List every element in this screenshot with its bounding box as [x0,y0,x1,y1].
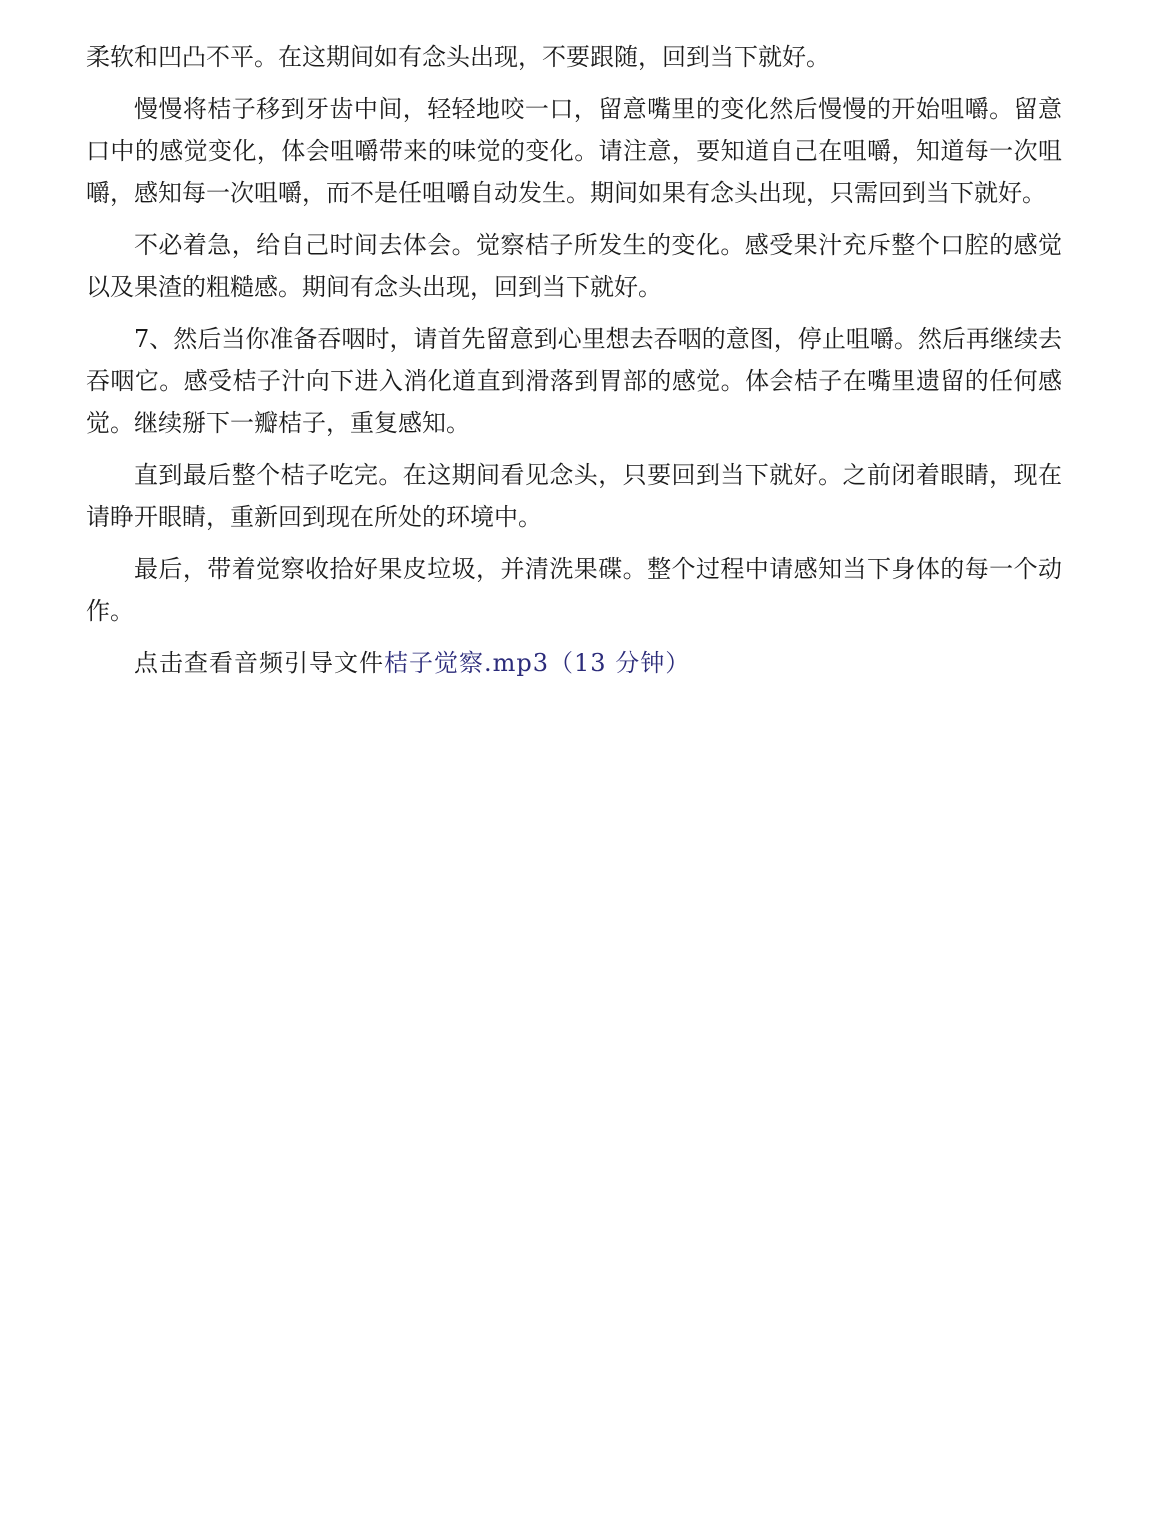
audio-duration: （13 分钟） [549,649,691,677]
paragraph-3: 不必着急，给自己时间去体会。觉察桔子所发生的变化。感受果汁充斥整个口腔的感觉以及果渣的粗糙感。期间有念头出现，回到当下就好。 [86,231,1062,301]
paragraph-2: 慢慢将桔子移到牙齿中间，轻轻地咬一口，留意嘴里的变化然后慢慢的开始咀嚼。留意口中的感觉变化，体会咀嚼带来的味觉的变化。请注意，要知道自己在咀嚼，知道每一次咀嚼，感知每一次咀嚼，而不是任咀嚼自动发生。期间如果有念头出现，只需回到当下就好。 [86,95,1062,207]
audio-guide-line [86,642,1062,684]
audio-guide-prefix: 点击查看音频引导文件 [134,649,384,677]
paragraph-6: 最后，带着觉察收拾好果皮垃圾，并清洗果碟。整个过程中请感知当下身体的每一个动作。 [86,555,1062,625]
paragraph-4-step-7: 7、然后当你准备吞咽时，请首先留意到心里想去吞咽的意图，停止咀嚼。然后再继续去吞咽它。感受桔子汁向下进入消化道直到滑落到胃部的感觉。体会桔子在嘴里遗留的任何感觉。继续掰下一瓣桔子，重复感知。 [86,325,1062,437]
audio-file-link[interactable]: 桔子觉察.mp3 [384,649,550,677]
document-page [86,36,1062,694]
paragraph-1: 柔软和凹凸不平。在这期间如有念头出现，不要跟随，回到当下就好。 [86,43,830,71]
paragraph-5: 直到最后整个桔子吃完。在这期间看见念头，只要回到当下就好。之前闭着眼睛，现在请睁开眼睛，重新回到现在所处的环境中。 [86,461,1062,531]
